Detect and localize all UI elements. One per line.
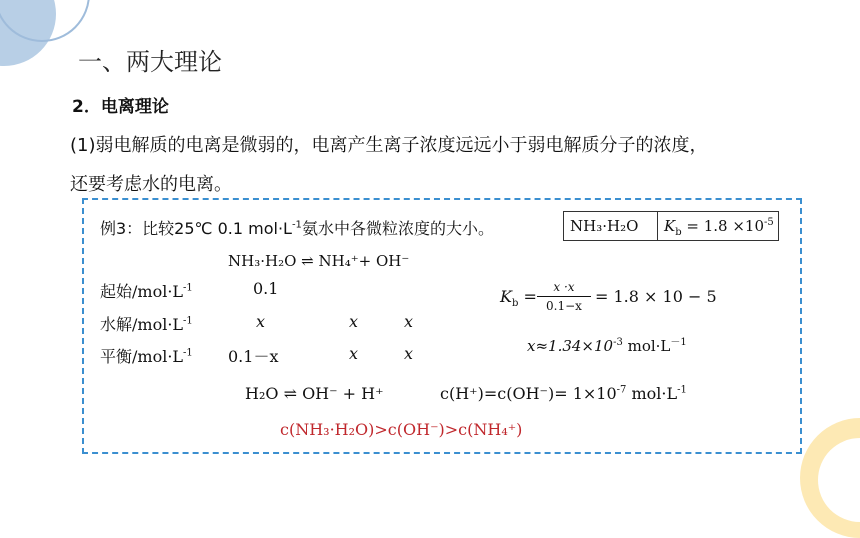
row-label-ionized: 水解$/mol\cdot L^{-1}$	[100, 315, 193, 334]
k-table-species: NH₃·H₂O	[570, 217, 639, 235]
water-concentration: $c(H^+)=c(OH^-)= 1\times 10^{-7}$ $mol\cdot L^{-1}$	[440, 384, 687, 403]
row-ionized-c2: x	[349, 312, 359, 331]
row-ionized-c1: x	[256, 312, 266, 331]
ionization-equation: NH₃·H₂O ⇌ NH₄⁺+ OH⁻	[228, 252, 410, 270]
kb-expression-lhs: $K_b$ =	[500, 287, 537, 310]
k-table-divider	[657, 211, 658, 241]
section-heading: 2．电离理论	[72, 97, 169, 117]
row-initial-c1: 0.1	[253, 279, 279, 298]
page-title: 一、两大理论	[78, 48, 222, 76]
row-equilibrium-c3: x	[404, 344, 414, 363]
row-equilibrium-c2: x	[349, 344, 359, 363]
kb-expression-rhs: = 1.8 × 10 − 5	[595, 287, 717, 306]
row-ionized-c3: x	[404, 312, 414, 331]
water-equation: H₂O ⇌ OH⁻ + H⁺	[245, 384, 384, 403]
conclusion: c(NH₃·H₂O)>c(OH⁻)>c(NH₄⁺)	[280, 420, 523, 439]
row-equilibrium-c1: 0.1－x	[228, 347, 279, 366]
x-result: $x\approx 1.34\times 10^{-3}$ $mol\cdot L^{-1}$	[527, 337, 687, 355]
paragraph-line-2: 还要考虑水的电离。	[70, 174, 232, 195]
kb-denominator: 0.1−x	[546, 299, 582, 313]
fraction-line	[537, 296, 591, 297]
kb-numerator: x ·x	[553, 280, 575, 294]
row-label-initial: 起始$/mol\cdot L^{-1}$	[100, 282, 193, 301]
paragraph-line-1: (1)弱电解质的电离是微弱的，电离产生离子浓度远远小于弱电解质分子的浓度，	[70, 135, 708, 156]
example-prompt: 例3：比较25℃ 0.1 $mol\cdot L^{-1}$氨水中各微粒浓度的大小。	[100, 219, 494, 238]
k-table-value: $K_b = 1.8 \times 10^{-5}$	[664, 217, 774, 238]
row-label-equilibrium: 平衡$/mol\cdot L^{-1}$	[100, 347, 193, 366]
